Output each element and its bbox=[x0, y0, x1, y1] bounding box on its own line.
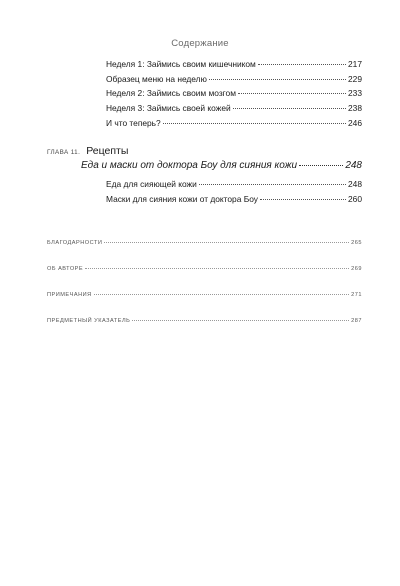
toc-entry-page: 217 bbox=[348, 59, 362, 69]
toc-entry-title: БЛАГОДАРНОСТИ bbox=[47, 240, 103, 246]
toc-entry-title: Еда и маски от доктора Боу для сияния кожи bbox=[81, 160, 298, 171]
dot-leader bbox=[94, 294, 349, 295]
toc-entry-title: ОБ АВТОРЕ bbox=[47, 266, 84, 272]
dot-leader bbox=[209, 79, 346, 80]
toc-entry-page: 229 bbox=[348, 74, 362, 84]
dot-leader bbox=[258, 64, 346, 65]
dot-leader bbox=[233, 108, 346, 109]
chapter-label: ГЛАВА 11. bbox=[47, 149, 81, 156]
toc-entry-title: ПРЕДМЕТНЫЙ УКАЗАТЕЛЬ bbox=[47, 318, 131, 324]
dot-leader bbox=[163, 123, 346, 124]
toc-entry-page: 269 bbox=[351, 266, 362, 272]
toc-entry-subject-index[interactable] bbox=[47, 319, 362, 325]
toc-entry-what-now[interactable] bbox=[106, 119, 362, 127]
toc-entry-glowing-food[interactable] bbox=[106, 180, 362, 188]
dot-leader bbox=[104, 242, 349, 243]
toc-entry-title: Неделя 3: Займись своей кожей bbox=[106, 103, 231, 113]
dot-leader bbox=[132, 320, 349, 321]
chapter-title: Рецепты bbox=[86, 145, 129, 157]
toc-entry-title: Образец меню на неделю bbox=[106, 74, 207, 84]
dot-leader bbox=[299, 165, 343, 166]
toc-entry-page: 260 bbox=[348, 194, 362, 204]
chapter-heading[interactable] bbox=[47, 145, 128, 157]
toc-entry-page: 248 bbox=[348, 179, 362, 189]
toc-entry-part[interactable] bbox=[81, 161, 362, 171]
toc-entry-title: Еда для сияющей кожи bbox=[106, 179, 197, 189]
toc-entry-page: 233 bbox=[348, 88, 362, 98]
toc-entry-notes[interactable] bbox=[47, 293, 362, 299]
dot-leader bbox=[85, 268, 349, 269]
toc-entry-title: И что теперь? bbox=[106, 118, 161, 128]
toc-entry-title: ПРИМЕЧАНИЯ bbox=[47, 292, 92, 298]
toc-entry-week-3[interactable] bbox=[106, 104, 362, 112]
toc-entry-page: 265 bbox=[351, 240, 362, 246]
dot-leader bbox=[260, 199, 346, 200]
running-head: Содержание bbox=[171, 38, 229, 49]
dot-leader bbox=[199, 184, 346, 185]
toc-entry-page: 248 bbox=[345, 160, 362, 171]
toc-entry-week-2[interactable] bbox=[106, 89, 362, 97]
toc-entry-about-author[interactable] bbox=[47, 267, 362, 273]
toc-entry-title: Маски для сияния кожи от доктора Боу bbox=[106, 194, 258, 204]
toc-entry-page: 271 bbox=[351, 292, 362, 298]
toc-entry-sample-menu[interactable] bbox=[106, 75, 362, 83]
toc-entry-title: Неделя 2: Займись своим мозгом bbox=[106, 88, 236, 98]
toc-entry-week-1[interactable] bbox=[106, 60, 362, 68]
dot-leader bbox=[238, 93, 346, 94]
toc-entry-page: 238 bbox=[348, 103, 362, 113]
toc-entry-page: 287 bbox=[351, 318, 362, 324]
toc-entry-page: 246 bbox=[348, 118, 362, 128]
toc-entry-title: Неделя 1: Займись своим кишечником bbox=[106, 59, 256, 69]
toc-entry-acknowledgements[interactable] bbox=[47, 241, 362, 247]
toc-entry-glowing-masks[interactable] bbox=[106, 195, 362, 203]
